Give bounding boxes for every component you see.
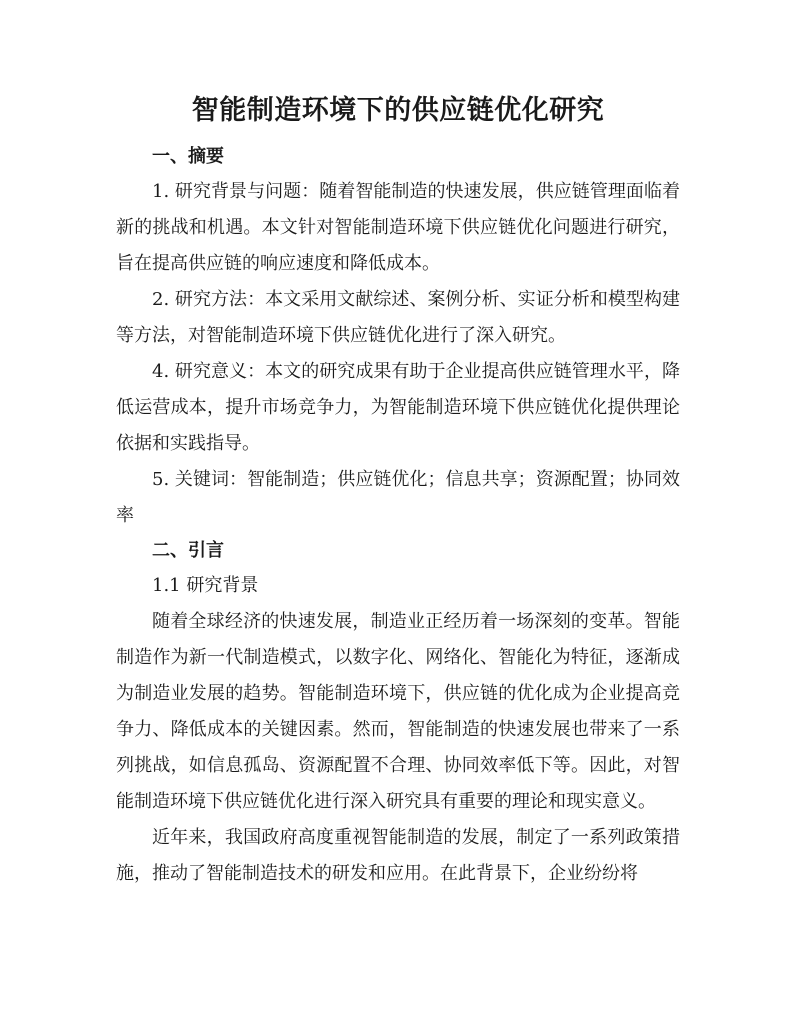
document-page	[116, 92, 680, 892]
abstract-paragraph-methods: 2. 研究方法：本文采用文献综述、案例分析、实证分析和模型构建等方法，对智能制造环境下供应链优化进行了深入研究。	[116, 289, 680, 346]
introduction-paragraph-1: 随着全球经济的快速发展，制造业正经历着一场深刻的变革。智能制造作为新一代制造模式，以数字化、网络化、智能化为特征，逐渐成为制造业发展的趋势。智能制造环境下，供应链的优化成为企业提高竞争力、降低成本的关键因素。然而，智能制造的快速发展也带来了一系列挑战，如信息孤岛、资源配置不合理、协同效率低下等。因此，对智能制造环境下供应链优化进行深入研究具有重要的理论和现实意义。	[116, 611, 680, 812]
abstract-paragraph-significance: 4. 研究意义：本文的研究成果有助于企业提高供应链管理水平，降低运营成本，提升市场竞争力，为智能制造环境下供应链优化提供理论依据和实践指导。	[116, 361, 680, 454]
section-heading-introduction: 二、引言	[152, 540, 224, 561]
section-heading-abstract: 一、摘要	[152, 146, 224, 167]
section-abstract	[116, 140, 680, 534]
document-title: 智能制造环境下的供应链优化研究	[191, 95, 605, 126]
introduction-paragraph-2: 近年来，我国政府高度重视智能制造的发展，制定了一系列政策措施，推动了智能制造技术的研发和应用。在此背景下，企业纷纷将	[116, 827, 680, 884]
section-introduction	[116, 534, 680, 892]
abstract-paragraph-keywords: 5. 关键词：智能制造；供应链优化；信息共享；资源配置；协同效率	[116, 469, 680, 526]
abstract-paragraph-background: 1. 研究背景与问题：随着智能制造的快速发展，供应链管理面临着新的挑战和机遇。本文针对智能制造环境下供应链优化问题进行研究，旨在提高供应链的响应速度和降低成本。	[116, 181, 680, 274]
subsection-heading-background: 1.1 研究背景	[152, 575, 259, 596]
